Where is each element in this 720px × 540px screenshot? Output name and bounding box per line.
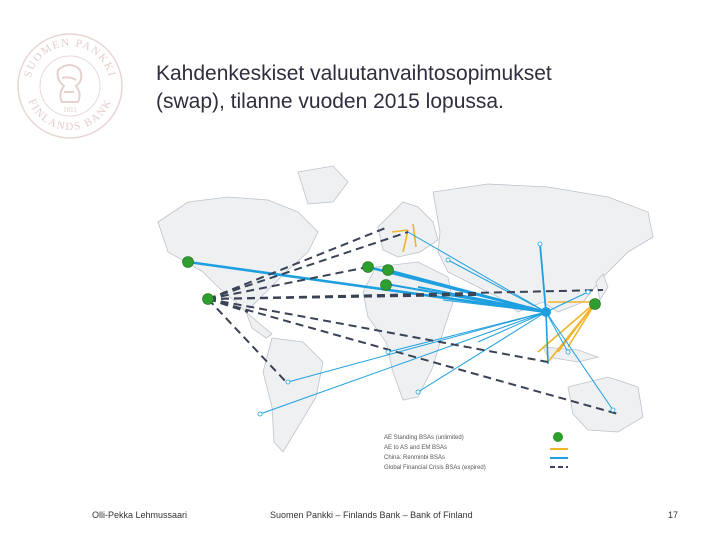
endpoint-marker xyxy=(446,258,450,262)
endpoint-marker xyxy=(538,242,542,246)
footer-author: Olli-Pekka Lehmussaari xyxy=(92,510,188,520)
green-dot-uk xyxy=(363,262,374,273)
green-dot-ecb xyxy=(381,280,392,291)
page-number: 17 xyxy=(668,510,679,520)
legend-label-gfc: Global Financial Crisis BSAs (expired) xyxy=(384,465,486,471)
legend-label-standing: AE Standing BSAs (unlimited) xyxy=(384,435,464,441)
slide-title xyxy=(156,60,676,116)
legend-label-ae-as-em: AE to AS and EM BSAs xyxy=(384,445,448,451)
title-line-2: (swap), tilanne vuoden 2015 lopussa. xyxy=(156,90,504,113)
world-map-swap-lines xyxy=(148,152,664,472)
endpoint-marker xyxy=(611,408,615,412)
legend-green-dot xyxy=(553,432,563,442)
svg-text:SUOMEN PANKKI: SUOMEN PANKKI xyxy=(22,36,118,79)
endpoint-marker xyxy=(258,412,262,416)
green-dot-usa xyxy=(203,294,214,305)
china-hub-marker xyxy=(541,307,551,317)
svg-text:FINLANDS BANK: FINLANDS BANK xyxy=(25,96,115,134)
svg-text:1811: 1811 xyxy=(63,106,77,114)
green-dot-canada xyxy=(183,257,194,268)
endpoint-marker xyxy=(416,390,420,394)
endpoint-marker xyxy=(286,380,290,384)
bank-seal-logo xyxy=(14,30,126,142)
title-line-1: Kahdenkeskiset valuutanvaihtosopimukset xyxy=(156,62,552,85)
legend-label-china: China: Renminbi BSAs xyxy=(384,455,446,461)
green-dot-switzerland xyxy=(383,265,394,276)
green-dot-japan xyxy=(590,299,601,310)
endpoint-marker xyxy=(566,350,570,354)
footer-organization: Suomen Pankki – Finlands Bank – Bank of Finland xyxy=(270,510,473,520)
endpoint-marker xyxy=(386,350,390,354)
endpoint-marker xyxy=(586,290,590,294)
